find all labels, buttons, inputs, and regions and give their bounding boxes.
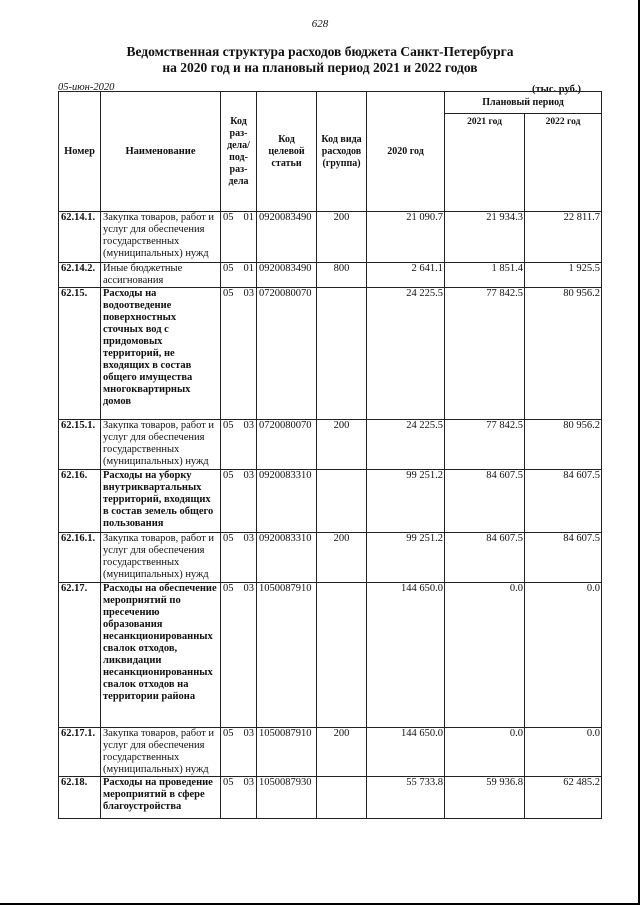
row-value-2022: 0.0 — [525, 583, 602, 728]
row-name: Закупка товаров, работ и услуг для обеспечения государственных (муниципальных) нужд — [101, 728, 221, 777]
table-row — [59, 728, 602, 777]
row-expense-type-code: 800 — [317, 263, 367, 288]
table-row — [59, 420, 602, 470]
table-row — [59, 212, 602, 263]
row-value-2021: 0.0 — [445, 728, 525, 777]
row-number: 62.15. — [59, 288, 101, 420]
row-number: 62.17.1. — [59, 728, 101, 777]
row-target-code: 0920083490 — [257, 263, 317, 288]
row-number: 62.17. — [59, 583, 101, 728]
row-value-2022: 80 956.2 — [525, 288, 602, 420]
row-value-2020: 144 650.0 — [367, 728, 445, 777]
row-subsection-code: 01 — [239, 263, 257, 288]
row-target-code: 0720080070 — [257, 288, 317, 420]
document-date: 05-июн-2020 — [58, 82, 115, 93]
row-number: 62.14.1. — [59, 212, 101, 263]
title-line-1: Ведомственная структура расходов бюджета Санкт-Петербурга — [126, 44, 514, 59]
row-target-code: 0920083490 — [257, 212, 317, 263]
row-target-code: 1050087910 — [257, 583, 317, 728]
row-subsection-code: 03 — [239, 777, 257, 819]
row-subsection-code: 03 — [239, 470, 257, 533]
row-name: Расходы на водоотведение поверхностных сточных вод с придомовых территорий, не входящих в состав общего имущества многоквартирных домов — [101, 288, 221, 420]
table-row — [59, 777, 602, 819]
row-section-code: 05 — [221, 212, 239, 263]
row-target-code: 0920083310 — [257, 470, 317, 533]
row-target-code: 0720080070 — [257, 420, 317, 470]
header-name: Наименование — [101, 92, 221, 212]
header-expense-type-code: Код вида расходов (группа) — [317, 92, 367, 212]
budget-table — [58, 91, 602, 819]
table-row — [59, 263, 602, 288]
row-expense-type-code: 200 — [317, 728, 367, 777]
table-row — [59, 583, 602, 728]
header-section-code: Код раз-дела/ под-раз-дела — [221, 92, 257, 212]
header-year-2021: 2021 год — [445, 114, 525, 212]
row-number: 62.18. — [59, 777, 101, 819]
row-subsection-code: 03 — [239, 420, 257, 470]
row-expense-type-code: 200 — [317, 212, 367, 263]
row-value-2022: 84 607.5 — [525, 533, 602, 583]
row-value-2020: 99 251.2 — [367, 533, 445, 583]
row-value-2022: 62 485.2 — [525, 777, 602, 819]
row-section-code: 05 — [221, 420, 239, 470]
row-value-2020: 2 641.1 — [367, 263, 445, 288]
table-row — [59, 533, 602, 583]
row-subsection-code: 01 — [239, 212, 257, 263]
row-value-2020: 99 251.2 — [367, 470, 445, 533]
table-row — [59, 288, 602, 420]
row-subsection-code: 03 — [239, 533, 257, 583]
row-number: 62.15.1. — [59, 420, 101, 470]
units-label: (тыс. руб.) — [532, 84, 581, 95]
row-subsection-code: 03 — [239, 583, 257, 728]
row-target-code: 1050087930 — [257, 777, 317, 819]
row-expense-type-code — [317, 288, 367, 420]
row-target-code: 0920083310 — [257, 533, 317, 583]
row-section-code: 05 — [221, 470, 239, 533]
row-subsection-code: 03 — [239, 288, 257, 420]
row-section-code: 05 — [221, 777, 239, 819]
row-value-2022: 84 607.5 — [525, 470, 602, 533]
row-value-2022: 22 811.7 — [525, 212, 602, 263]
row-section-code: 05 — [221, 288, 239, 420]
row-value-2020: 24 225.5 — [367, 420, 445, 470]
row-expense-type-code: 200 — [317, 420, 367, 470]
header-year-2022: 2022 год — [525, 114, 602, 212]
title-line-2: на 2020 год и на плановый период 2021 и 2022 годов — [162, 60, 478, 75]
row-number: 62.14.2. — [59, 263, 101, 288]
row-value-2021: 59 936.8 — [445, 777, 525, 819]
row-value-2020: 21 090.7 — [367, 212, 445, 263]
row-value-2022: 0.0 — [525, 728, 602, 777]
row-value-2021: 84 607.5 — [445, 470, 525, 533]
row-name: Закупка товаров, работ и услуг для обеспечения государственных (муниципальных) нужд — [101, 420, 221, 470]
header-number: Номер — [59, 92, 101, 212]
row-name: Иные бюджетные ассигнования — [101, 263, 221, 288]
row-section-code: 05 — [221, 728, 239, 777]
row-value-2022: 1 925.5 — [525, 263, 602, 288]
row-value-2021: 1 851.4 — [445, 263, 525, 288]
row-name: Расходы на обеспечение мероприятий по пресечению образования несанкционированных свалок отходов, ликвидации несанкционированных свалок отходов на территории района — [101, 583, 221, 728]
header-year-2020: 2020 год — [367, 92, 445, 212]
row-value-2021: 84 607.5 — [445, 533, 525, 583]
row-number: 62.16. — [59, 470, 101, 533]
row-target-code: 1050087910 — [257, 728, 317, 777]
row-name: Расходы на уборку внутриквартальных территорий, входящих в состав земель общего пользования — [101, 470, 221, 533]
header-planned-period: Плановый период — [445, 92, 602, 114]
row-name: Расходы на проведение мероприятий в сфере благоустройства — [101, 777, 221, 819]
row-value-2020: 24 225.5 — [367, 288, 445, 420]
row-value-2020: 144 650.0 — [367, 583, 445, 728]
row-section-code: 05 — [221, 583, 239, 728]
row-section-code: 05 — [221, 533, 239, 583]
row-value-2021: 77 842.5 — [445, 420, 525, 470]
page-title — [0, 44, 640, 76]
row-subsection-code: 03 — [239, 728, 257, 777]
row-value-2020: 55 733.8 — [367, 777, 445, 819]
row-name: Закупка товаров, работ и услуг для обеспечения государственных (муниципальных) нужд — [101, 212, 221, 263]
table-body — [59, 212, 602, 819]
row-expense-type-code — [317, 470, 367, 533]
table-row — [59, 470, 602, 533]
header-target-code: Код целевой статьи — [257, 92, 317, 212]
page-number: 628 — [311, 18, 329, 30]
row-number: 62.16.1. — [59, 533, 101, 583]
row-section-code: 05 — [221, 263, 239, 288]
row-name: Закупка товаров, работ и услуг для обеспечения государственных (муниципальных) нужд — [101, 533, 221, 583]
row-expense-type-code: 200 — [317, 533, 367, 583]
row-value-2021: 77 842.5 — [445, 288, 525, 420]
row-expense-type-code — [317, 777, 367, 819]
row-value-2022: 80 956.2 — [525, 420, 602, 470]
row-expense-type-code — [317, 583, 367, 728]
row-value-2021: 0.0 — [445, 583, 525, 728]
row-value-2021: 21 934.3 — [445, 212, 525, 263]
